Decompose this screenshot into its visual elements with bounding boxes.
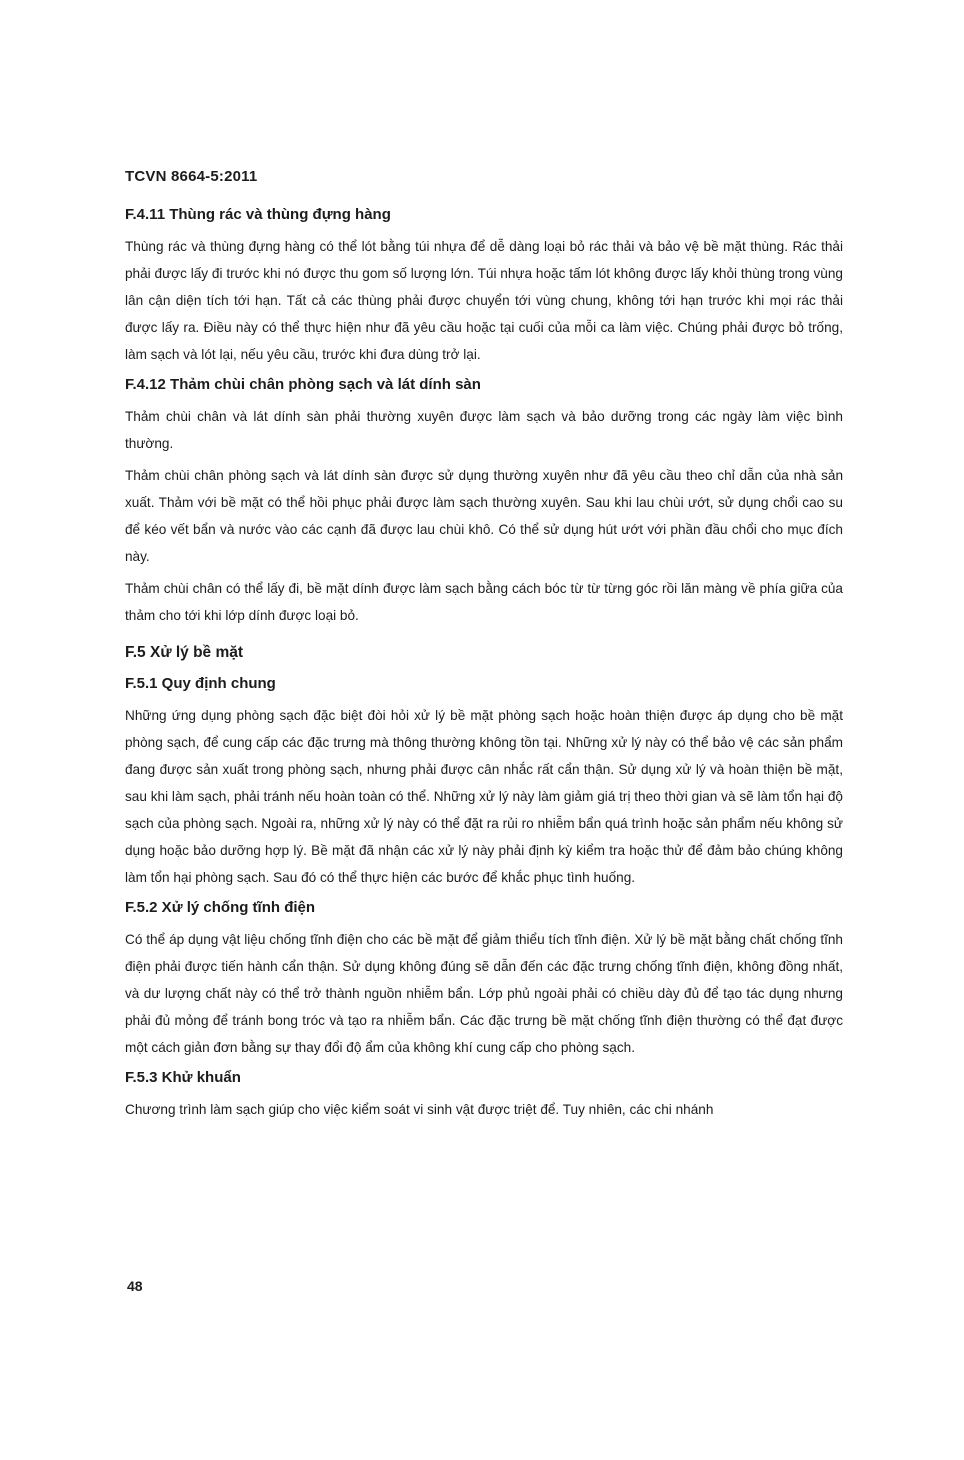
section-heading-f5-3: F.5.3 Khử khuẩn [125,1069,241,1086]
section-paragraph: Thảm chùi chân có thể lấy đi, bề mặt dính được làm sạch bằng cách bóc từ từ từng góc rồi lăn màng về phía giữa của thảm cho tới khi lớp dính được loại bỏ. [125,581,843,623]
page-number: 48 [127,1278,143,1294]
section-paragraph: Những ứng dụng phòng sạch đặc biệt đòi hỏi xử lý bề mặt phòng sạch hoặc hoàn thiện được áp dụng cho bề mặt phòng sạch, để cung cấp các đặc trưng mà thông thường không tồn tại. Những xử lý này có thể bảo vệ các sản phẩm đang được sản xuất trong phòng sạch, nhưng phải được cân nhắc rất cẩn thận. Sử dụng xử lý và hoàn thiện bề mặt, sau khi làm sạch, phải tránh nếu hoàn toàn có thể. Những xử lý này làm giảm giá trị theo thời gian và sẽ làm tổn hại độ sạch của phòng sạch. Ngoài ra, những xử lý này có thể đặt ra rủi ro nhiễm bẩn quá trình hoặc sản phẩm nếu không sử dụng hoặc bảo dưỡng hợp lý. Bề mặt đã nhận các xử lý này phải định kỳ kiểm tra hoặc thử để đảm bảo chúng không làm tổn hại phòng sạch. Sau đó có thể thực hiện các bước để khắc phục tình huống. [125,708,843,885]
section-paragraph: Thảm chùi chân phòng sạch và lát dính sàn được sử dụng thường xuyên như đã yêu cầu theo chỉ dẫn của nhà sản xuất. Thảm với bề mặt có thể hồi phục phải được làm sạch thường xuyên. Sau khi lau chùi ướt, sử dụng chổi cao su để kéo vết bẩn và nước vào các cạnh đã được lau chùi khô. Có thể sử dụng hút ướt với phần đầu chổi cho mục đích này. [125,468,843,564]
section-heading-f5-1: F.5.1 Quy định chung [125,675,276,692]
section-heading-f5: F.5 Xử lý bề mặt [125,644,244,661]
page-content [125,168,843,1128]
standard-code: TCVN 8664-5:2011 [125,168,258,185]
section-paragraph: Thảm chùi chân và lát dính sàn phải thường xuyên được làm sạch và bảo dưỡng trong các ngày làm việc bình thường. [125,409,843,451]
section-heading-f4-12: F.4.12 Thảm chùi chân phòng sạch và lát dính sàn [125,376,481,393]
section-heading-f4-11: F.4.11 Thùng rác và thùng đựng hàng [125,206,391,223]
section-paragraph: Thùng rác và thùng đựng hàng có thể lót bằng túi nhựa để dễ dàng loại bỏ rác thải và bảo vệ bề mặt thùng. Rác thải phải được lấy đi trước khi nó được thu gom số lượng lớn. Túi nhựa hoặc tấm lót không được lấy khỏi thùng trong vùng lân cận diện tích tới hạn. Tất cả các thùng phải được chuyển tới vùng chung, không tới hạn trước khi mọi rác thải được lấy ra. Điều này có thể thực hiện như đã yêu cầu hoặc tại cuối của mỗi ca làm việc. Chúng phải được bỏ trống, làm sạch và lót lại, nếu yêu cầu, trước khi đưa dùng trở lại. [125,239,843,362]
section-paragraph: Có thể áp dụng vật liệu chống tĩnh điện cho các bề mặt để giảm thiểu tích tĩnh điện. Xử lý bề mặt bằng chất chống tĩnh điện phải được tiến hành cẩn thận. Sử dụng không đúng sẽ dẫn đến các đặc trưng chống tĩnh điện, không đồng nhất, và dư lượng chất này có thể trở thành nguồn nhiễm bẩn. Lớp phủ ngoài phải có chiều dày đủ để tạo tác dụng nhưng phải đủ mỏng để tránh bong tróc và tạo ra nhiễm bẩn. Các đặc trưng bề mặt chống tĩnh điện thường có thể đạt được một cách giản đơn bằng sự thay đổi độ ẩm của không khí cung cấp cho phòng sạch. [125,932,843,1055]
section-heading-f5-2: F.5.2 Xử lý chống tĩnh điện [125,899,316,916]
section-paragraph: Chương trình làm sạch giúp cho việc kiểm soát vi sinh vật được triệt để. Tuy nhiên, các chi nhánh [125,1102,714,1117]
